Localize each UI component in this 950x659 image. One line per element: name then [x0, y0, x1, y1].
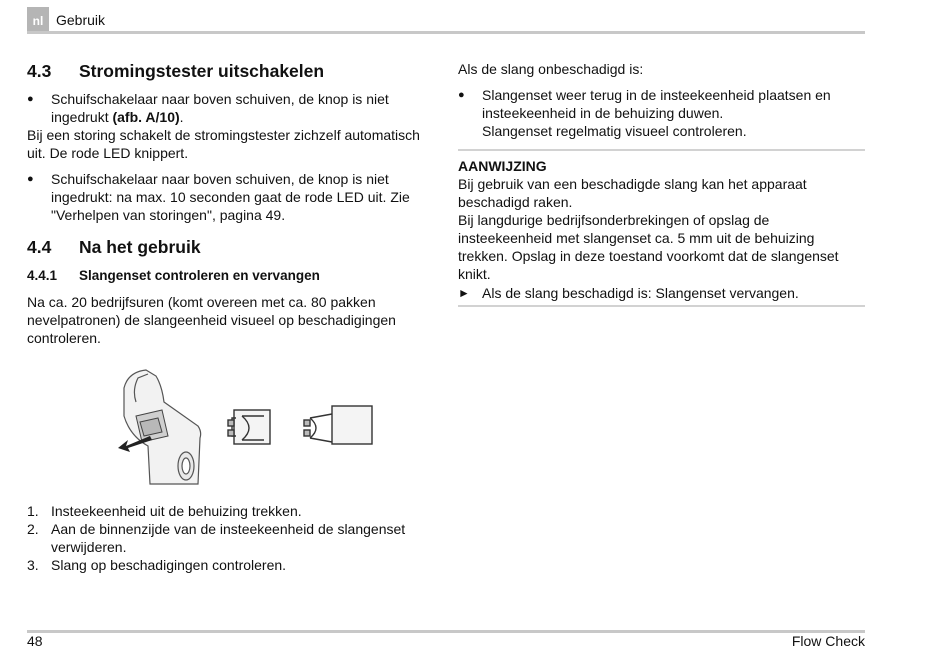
- note-paragraph: Bij gebruik van een beschadigde slang kan het apparaat beschadigd raken.: [458, 176, 807, 210]
- heading-title: Stromingstester uitschakelen: [79, 61, 325, 81]
- list-item: 1. Insteekeenheid uit de behuizing trekken.: [27, 503, 302, 519]
- bullet-text: Schuifschakelaar naar boven schuiven, de knop is niet ingedrukt: na max. 10 seconden gaat de rode LED uit. Zie "Verhelpen van storingen", pagina 49.: [51, 171, 410, 223]
- heading-4-4-1: [27, 267, 437, 285]
- right-column: [458, 60, 865, 307]
- bullet-text: Schuifschakelaar naar boven schuiven, de knop is niet ingedrukt (afb. A/10).: [51, 91, 389, 125]
- header-rule: [27, 31, 865, 34]
- bullet-text: Slangenset weer terug in de insteekeenheid plaatsen en insteekeenheid in de behuizing duwen. Slangenset regelmatig visueel controleren.: [482, 87, 831, 139]
- bullet-dot-icon: ●: [27, 173, 34, 185]
- note-bottom-rule: [458, 305, 865, 307]
- hose-set-1: [228, 410, 270, 444]
- heading-number: 4.4.1: [27, 268, 58, 283]
- paragraph: Als de slang onbeschadigd is:: [458, 61, 644, 77]
- note-paragraph: Bij langdurige bedrijfsonderbrekingen of opslag de insteekeenheid met slangenset ca. 5 mm uit de behuizing trekken. Opslag in deze toestand voorkomt dat de slangenset knikt.: [458, 212, 839, 282]
- left-column: [27, 60, 437, 574]
- instruction-text: Als de slang beschadigd is: Slangenset vervangen.: [482, 285, 799, 301]
- paragraph: Bij een storing schakelt de stromingstester zichzelf automatisch uit. De rode LED knippert.: [27, 127, 420, 161]
- note-title: AANWIJZING: [458, 158, 547, 174]
- heading-4-3: [27, 60, 437, 82]
- list-item: 3. Slang op beschadigingen controleren.: [27, 557, 287, 573]
- paragraph: Na ca. 20 bedrijfsuren (komt overeen met ca. 80 pakken nevelpatronen) de slangeenheid visueel op beschadigingen controleren.: [27, 294, 396, 346]
- header-title: Gebruik: [56, 12, 106, 28]
- steps-list: [27, 502, 437, 574]
- instruction-item: [458, 284, 865, 302]
- hose-set-illustration: [110, 366, 380, 486]
- heading-4-4: [27, 236, 437, 258]
- bullet-item: [27, 90, 437, 126]
- bullet-dot-icon: ●: [458, 89, 465, 101]
- bullet-dot-icon: ●: [27, 93, 34, 105]
- insert-unit: [136, 410, 168, 442]
- heading-title: Slangenset controleren en vervangen: [79, 268, 320, 283]
- product-name: Flow Check: [791, 633, 865, 649]
- heading-number: 4.4: [27, 237, 52, 257]
- triangle-arrow-icon: ►: [458, 286, 470, 300]
- hose-set-2: [304, 406, 372, 444]
- footer-rule: [27, 630, 865, 633]
- language-badge: nl: [27, 7, 49, 34]
- heading-number: 4.3: [27, 61, 52, 81]
- page-number: 48: [27, 633, 43, 649]
- bullet-item: [458, 86, 865, 140]
- figure-reference: (afb. A/10): [112, 109, 180, 125]
- list-item: 2. Aan de binnenzijde van de insteekeenheid de slangenset verwijderen.: [27, 521, 406, 555]
- bullet-item: [27, 170, 437, 224]
- heading-title: Na het gebruik: [79, 237, 201, 257]
